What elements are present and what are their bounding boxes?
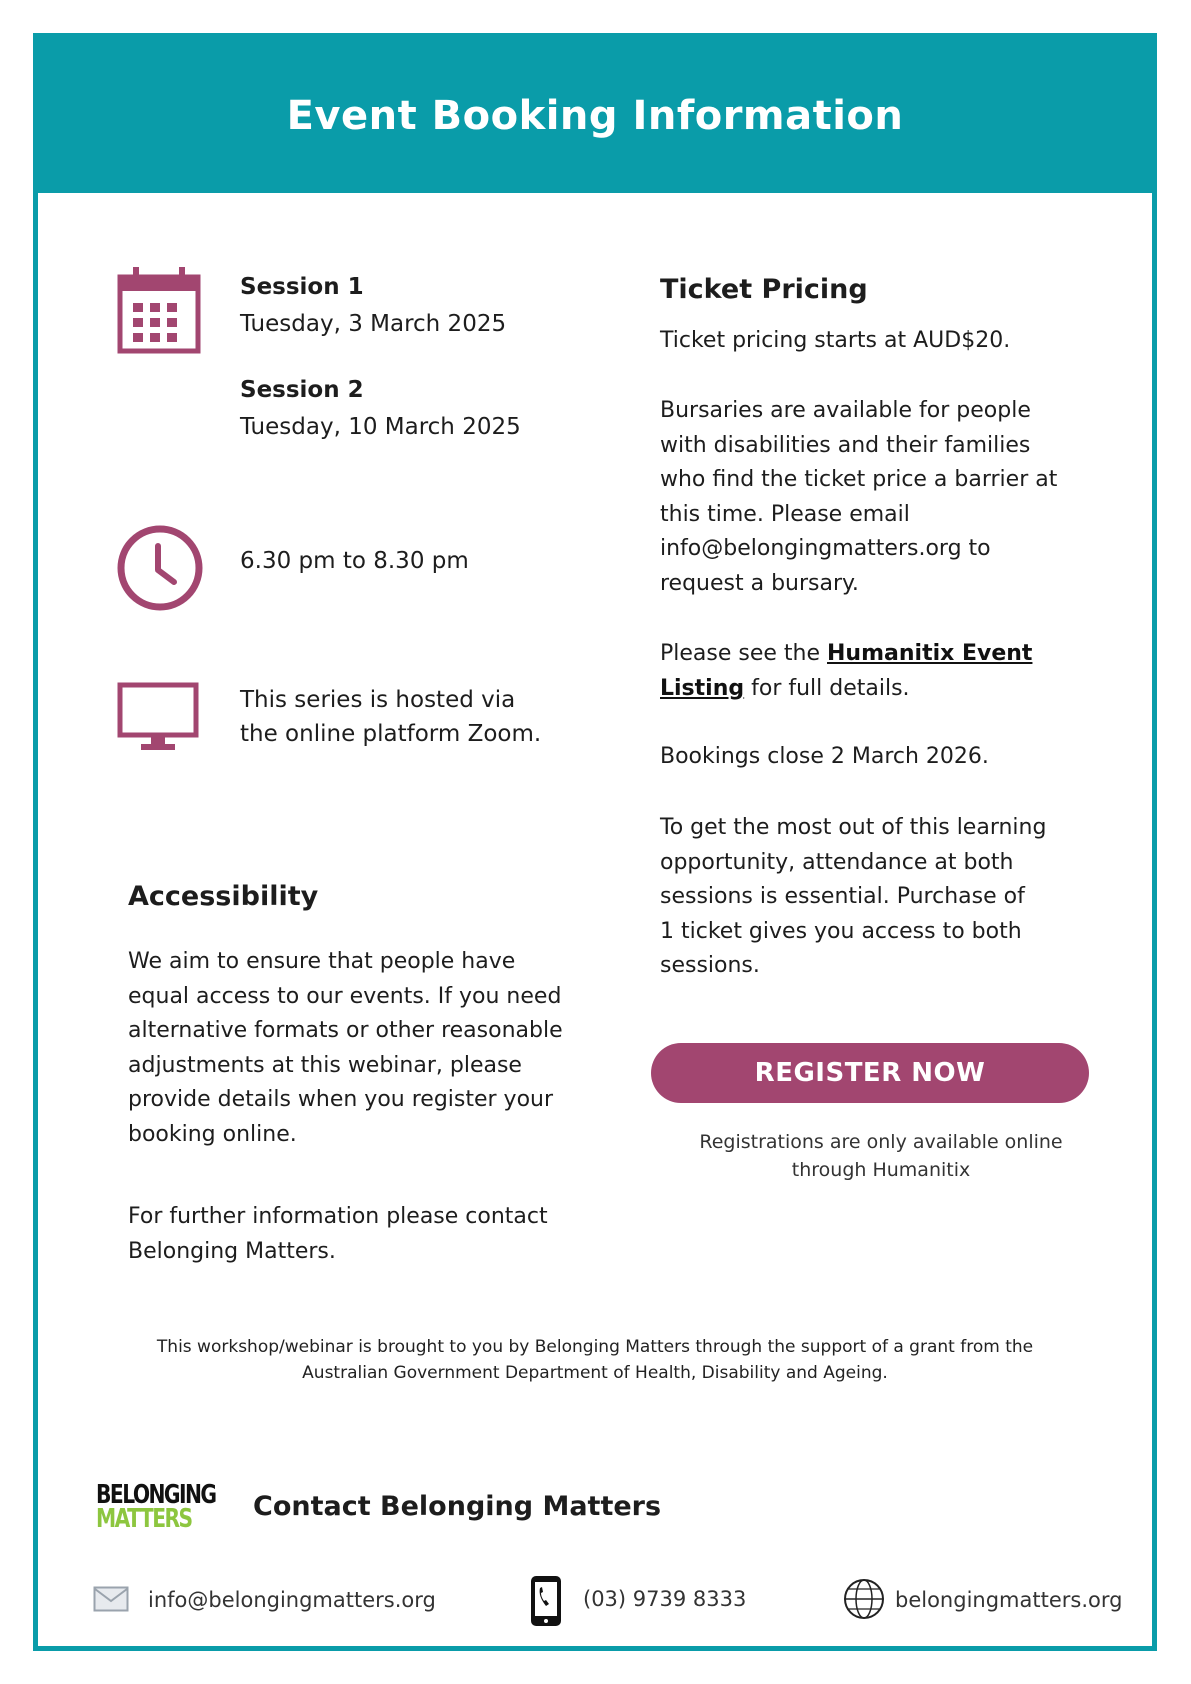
- session-1-date: Tuesday, 3 March 2025: [240, 311, 507, 337]
- further-info: For further information please contact Belonging Matters.: [128, 1204, 548, 1264]
- session-1-label: Session 1: [240, 274, 364, 300]
- clock-icon: [116, 524, 204, 612]
- page-title: Event Booking Information: [286, 92, 904, 139]
- bursary-text: Bursaries are available for people with disabilities and their families who find the ticket price a barrier at this time. Please email info@belongingmatters.org to request a bursary.: [660, 398, 1058, 596]
- envelope-icon: [93, 1586, 129, 1612]
- session-2-date: Tuesday, 10 March 2025: [240, 414, 521, 440]
- attendance-text: To get the most out of this learning opportunity, attendance at both sessions is essential. Purchase of 1 ticket gives you access to both sessions.: [660, 815, 1047, 978]
- humanitix-link-part2[interactable]: Listing: [660, 675, 745, 701]
- pricing-starts: Ticket pricing starts at AUD$20.: [660, 328, 1011, 353]
- platform-text: This series is hosted via the online platform Zoom.: [240, 687, 542, 747]
- session-2-label: Session 2: [240, 377, 364, 403]
- grant-note: This workshop/webinar is brought to you by Belonging Matters through the support of a grant from the Australian Government Department of Health, Disability and Ageing.: [156, 1337, 1034, 1383]
- contact-website[interactable]: belongingmatters.org: [895, 1588, 1123, 1612]
- bookings-close: Bookings close 2 March 2026.: [660, 744, 989, 769]
- phone-icon: [529, 1574, 563, 1628]
- belonging-matters-logo: BELONGING MATTERS: [96, 1480, 216, 1534]
- monitor-icon: [117, 682, 199, 754]
- register-note: Registrations are only available online through Humanitix: [699, 1131, 1063, 1181]
- humanitix-link-part1[interactable]: Humanitix Event: [827, 641, 1033, 666]
- calendar-icon: [117, 265, 201, 355]
- accessibility-body: We aim to ensure that people have equal access to our events. If you need alternative formats or other reasonable adjustments at this webinar, please provide details when you register your booking online.: [128, 949, 563, 1147]
- contact-email[interactable]: info@belongingmatters.org: [148, 1588, 436, 1612]
- pricing-heading: Ticket Pricing: [660, 274, 868, 305]
- contact-phone[interactable]: (03) 9739 8333: [583, 1587, 747, 1611]
- session-time: 6.30 pm to 8.30 pm: [240, 548, 469, 574]
- listing-text: Please see the Humanitix Event Listing for full details.: [660, 641, 1033, 701]
- header-banner: [38, 38, 1152, 193]
- contact-title: Contact Belonging Matters: [253, 1491, 662, 1522]
- globe-icon: [843, 1578, 885, 1620]
- register-now-button[interactable]: REGISTER NOW: [651, 1043, 1089, 1103]
- accessibility-heading: Accessibility: [128, 881, 319, 912]
